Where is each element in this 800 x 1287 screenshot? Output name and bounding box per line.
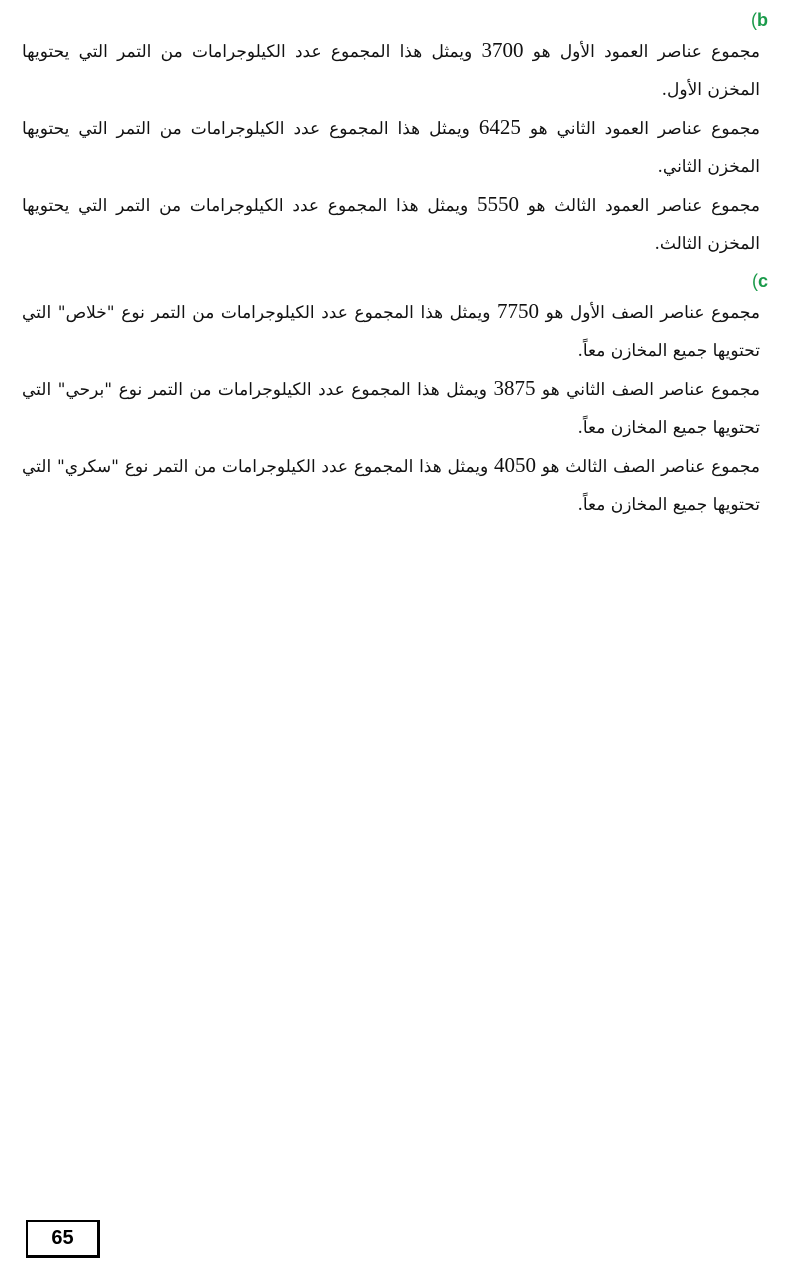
paragraph: مجموع عناصر العمود الثالث هو 5550 ويمثل هذا المجموع عدد الكيلوجرامات من التمر التي يحتويها المخزن الثالث. [22,192,760,254]
section-b [22,8,768,263]
section-c [22,269,768,524]
page-content [22,8,768,530]
section-label: (b [751,10,768,30]
section-label: (c [751,271,768,291]
paragraph: مجموع عناصر الصف الثاني هو 3875 ويمثل هذا المجموع عدد الكيلوجرامات من التمر نوع "برحي" التي تحتويها جميع المخازن معاً. [22,376,760,438]
page-number: 65 [26,1220,100,1258]
paragraph: مجموع عناصر العمود الأول هو 3700 ويمثل هذا المجموع عدد الكيلوجرامات من التمر التي يحتويها المخزن الأول. [22,38,761,100]
paragraph: مجموع عناصر العمود الثاني هو 6425 ويمثل هذا المجموع عدد الكيلوجرامات من التمر التي يحتويها المخزن الثاني. [22,115,761,177]
paragraph: مجموع عناصر الصف الثالث هو 4050 ويمثل هذا المجموع عدد الكيلوجرامات من التمر نوع "سكري" التي تحتويها جميع المخازن معاً. [22,453,760,515]
paragraph: مجموع عناصر الصف الأول هو 7750 ويمثل هذا المجموع عدد الكيلوجرامات من التمر نوع "خلاص" التي تحتويها جميع المخازن معاً. [22,299,760,361]
